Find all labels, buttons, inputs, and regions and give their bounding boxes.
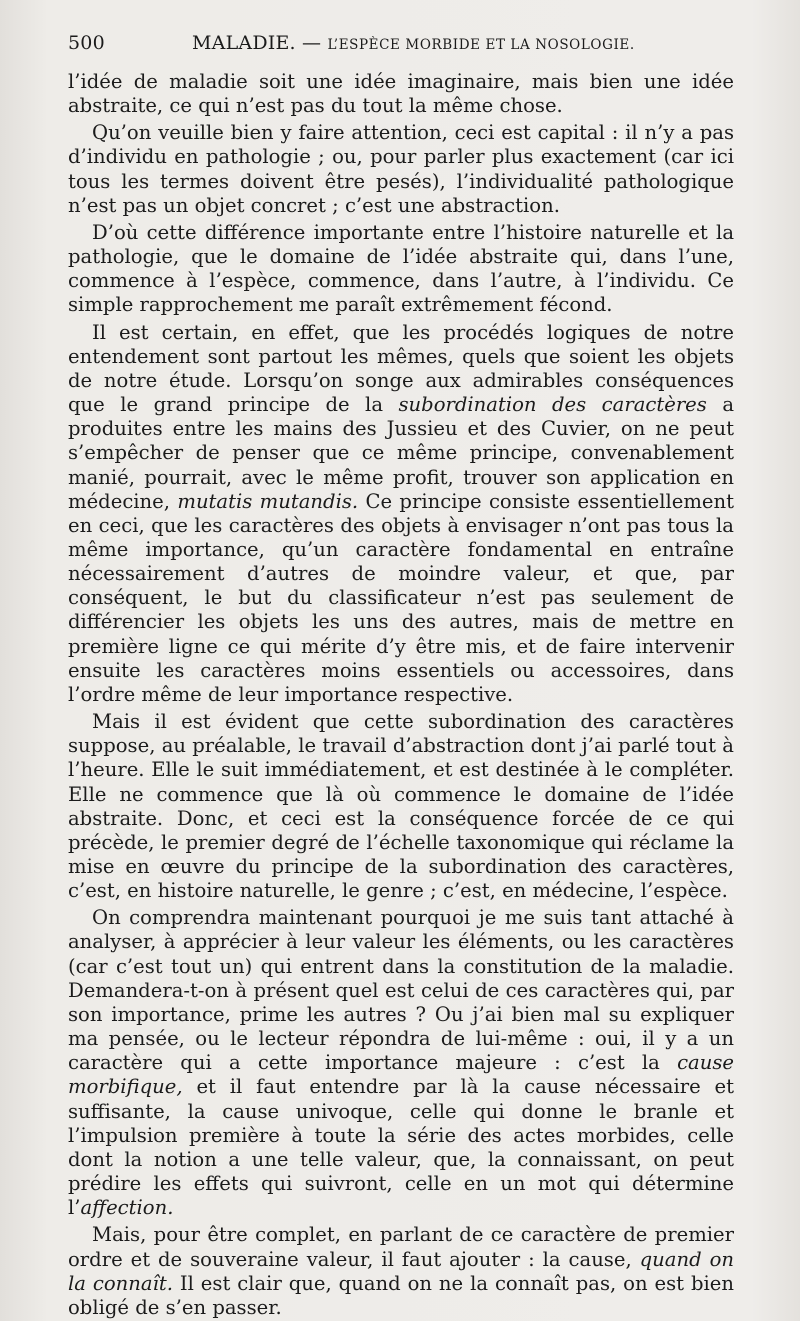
- paragraph: [68, 321, 734, 708]
- paragraph: Qu’on veuille bien y faire attention, ceci est capital : il n’y a pas d’individu en pathologie ; ou, pour parler plus exactement (car ici tous les termes doivent être pesés), l’individualité pathologique n’est pas un objet concret ; c’est une abstraction.: [68, 121, 734, 217]
- chapter-title: MALADIE.: [192, 32, 296, 54]
- italic-phrase: mutatis mutandis.: [177, 489, 359, 513]
- paragraph-text: Il est certain, en effet, que les procédés logiques de notre entendement sont partout les mêmes, quels que soient les objets de notre étude. Lorsqu’on songe aux admirables conséquences que le grand principe de la: [68, 320, 734, 417]
- paragraph: [68, 906, 734, 1220]
- paragraph: l’idée de maladie soit une idée imaginaire, mais bien une idée abstraite, ce qui n’est pas du tout la même chose.: [68, 70, 734, 118]
- paragraph: [68, 1223, 734, 1320]
- running-header: [68, 32, 738, 62]
- paragraph-text: Il est clair que, quand on ne la connaît pas, on est bien obligé de s’en passer.: [68, 1271, 734, 1319]
- italic-phrase: subordination des caractères: [398, 393, 707, 417]
- italic-phrase: affection.: [80, 1196, 174, 1220]
- page-number: 500: [68, 32, 105, 54]
- paragraph-text: Ce principe consiste essentiellement en ceci, que les caractères des objets à envisager n’ont pas tous la même importance, qu’un caractère fondamental en entraîne nécessairement d’autres de moindre valeur, et que, par conséquent, le but du classificateur n’est pas seulement de différencier les objets les uns des autres, mais de mettre en première ligne ce qui mérite d’y être mis, et de faire intervenir ensuite les caractères moins essentiels ou accessoires, dans l’ordre même de leur importance respective.: [68, 489, 734, 706]
- header-separator: —: [302, 32, 322, 54]
- chapter-subtitle: L’ESPÈCE MORBIDE ET LA NOSOLOGIE.: [327, 37, 635, 53]
- paragraph-text: et il faut entendre par là la cause nécessaire et suffisante, la cause univoque, celle qui donne le branle et l’impulsion première à toute la série des actes morbides, celle dont la notion a une telle valeur, que, la connaissant, on peut prédire les effets qui suivront, celle en un mot qui détermine l’: [68, 1075, 734, 1220]
- paragraph-text: On comprendra maintenant pourquoi je me suis tant attaché à analyser, à apprécier à leur valeur les éléments, ou les caractères (car c’est tout un) qui entrent dans la constitution de la maladie. Demandera-t-on à présent quel est celui de ces caractères qui, par son importance, prime les autres ? Ou j’ai bien mal su expliquer ma pensée, ou le lecteur répondra de lui-même : oui, il y a un caractère qui a cette importance majeure : c’est la: [68, 906, 734, 1075]
- italic-phrase: cause morbifique,: [68, 1051, 734, 1099]
- italic-phrase: quand on la connaît.: [68, 1247, 735, 1295]
- running-title: [192, 32, 635, 54]
- paragraph: Mais il est évident que cette subordination des caractères suppose, au préalable, le travail d’abstraction dont j’ai parlé tout à l’heure. Elle le suit immédiatement, et est destinée à le compléter. Elle ne commence que là où commence le domaine de l’idée abstraite. Donc, et ceci est la conséquence forcée de ce qui précède, le premier degré de l’échelle taxonomique qui réclame la mise en œuvre du principe de la subordination des caractères, c’est, en histoire naturelle, le genre ; c’est, en médecine, l’espèce.: [68, 710, 734, 903]
- body-text: [68, 70, 734, 1320]
- paragraph-text: a produites entre les mains des Jussieu et des Cuvier, on ne peut s’empêcher de penser que ce même principe, convenablement manié, pourrait, avec le même profit, trouver son application en médecine,: [68, 393, 734, 513]
- paragraph-text: Mais, pour être complet, en parlant de ce caractère de premier ordre et de souveraine valeur, il faut ajouter : la cause,: [68, 1223, 734, 1271]
- paragraph: D’où cette différence importante entre l’histoire naturelle et la pathologie, que le domaine de l’idée abstraite qui, dans l’une, commence à l’espèce, commence, dans l’autre, à l’individu. Ce simple rapprochement me paraît extrêmement fécond.: [68, 220, 734, 317]
